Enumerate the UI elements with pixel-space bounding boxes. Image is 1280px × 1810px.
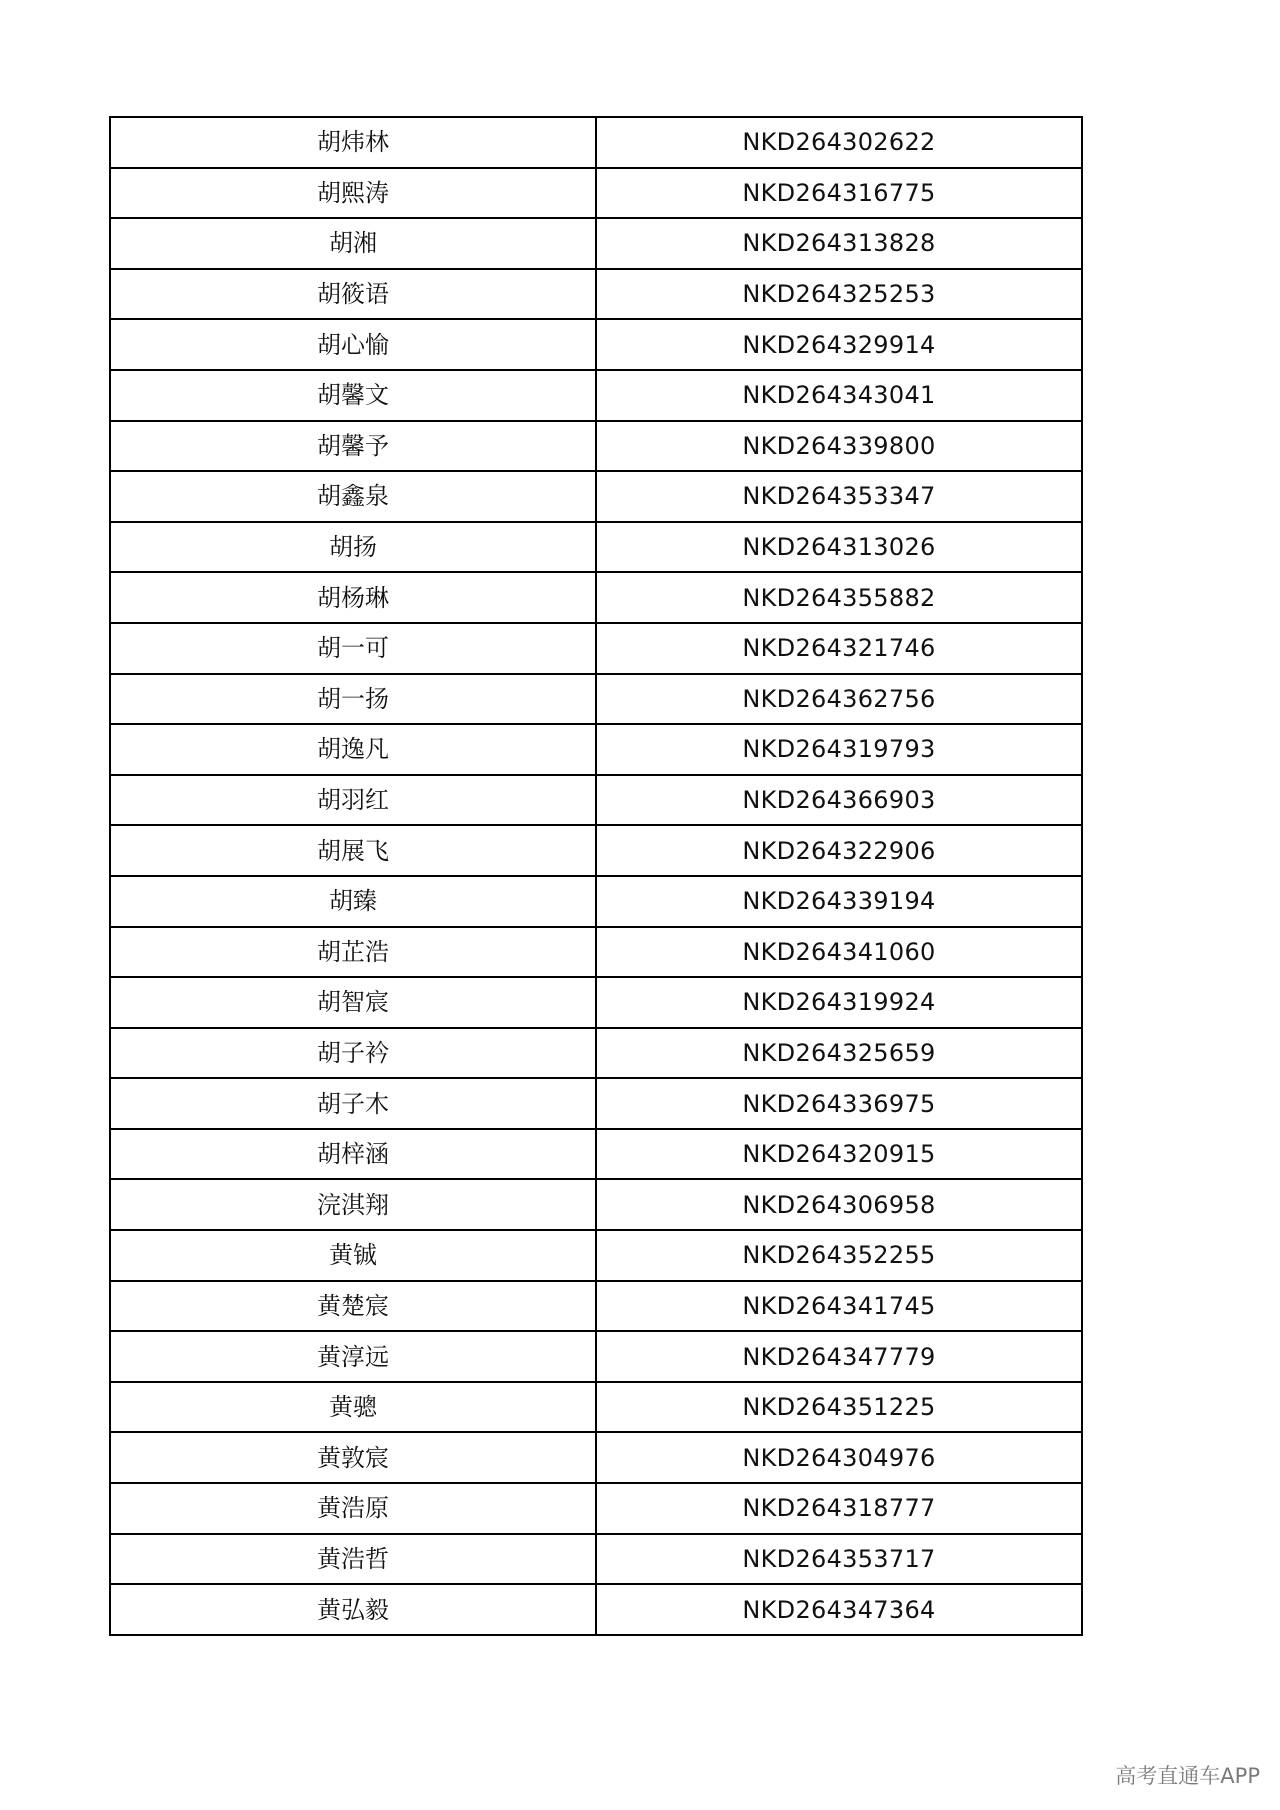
registration-id-cell: NKD264339800 xyxy=(596,421,1082,472)
table-row xyxy=(110,319,1082,370)
registration-id-cell: NKD264316775 xyxy=(596,168,1082,219)
name-cell: 胡馨予 xyxy=(110,421,596,472)
name-cell: 黄浩原 xyxy=(110,1483,596,1534)
table-row xyxy=(110,471,1082,522)
table-row xyxy=(110,1028,1082,1079)
registration-id-cell: NKD264304976 xyxy=(596,1432,1082,1483)
name-cell: 胡湘 xyxy=(110,218,596,269)
registration-id-cell: NKD264351225 xyxy=(596,1382,1082,1433)
watermark-text: 高考直通车APP xyxy=(1115,1764,1260,1788)
name-cell: 黄敦宸 xyxy=(110,1432,596,1483)
table-row xyxy=(110,1432,1082,1483)
table-row xyxy=(110,623,1082,674)
registration-id-cell: NKD264313026 xyxy=(596,522,1082,573)
registration-id-cell: NKD264320915 xyxy=(596,1129,1082,1180)
registration-id-cell: NKD264362756 xyxy=(596,674,1082,725)
table-row xyxy=(110,876,1082,927)
name-cell: 胡智宸 xyxy=(110,977,596,1028)
table-row xyxy=(110,522,1082,573)
table-row xyxy=(110,1078,1082,1129)
name-cell: 黄淳远 xyxy=(110,1331,596,1382)
registration-id-cell: NKD264318777 xyxy=(596,1483,1082,1534)
name-cell: 胡心愉 xyxy=(110,319,596,370)
name-cell: 胡鑫泉 xyxy=(110,471,596,522)
registration-id-cell: NKD264343041 xyxy=(596,370,1082,421)
name-cell: 胡杨琳 xyxy=(110,572,596,623)
registration-id-cell: NKD264353347 xyxy=(596,471,1082,522)
registration-id-cell: NKD264325659 xyxy=(596,1028,1082,1079)
name-cell: 胡一扬 xyxy=(110,674,596,725)
name-cell: 胡展飞 xyxy=(110,825,596,876)
registration-id-cell: NKD264355882 xyxy=(596,572,1082,623)
registration-id-cell: NKD264366903 xyxy=(596,775,1082,826)
name-cell: 黄铖 xyxy=(110,1230,596,1281)
table-row xyxy=(110,572,1082,623)
name-cell: 浣淇翔 xyxy=(110,1179,596,1230)
registration-id-cell: NKD264339194 xyxy=(596,876,1082,927)
table-row xyxy=(110,674,1082,725)
name-cell: 黄楚宸 xyxy=(110,1281,596,1332)
registration-id-cell: NKD264347364 xyxy=(596,1584,1082,1635)
name-cell: 胡一可 xyxy=(110,623,596,674)
table-body xyxy=(110,117,1082,1635)
name-cell: 胡子木 xyxy=(110,1078,596,1129)
name-cell: 胡馨文 xyxy=(110,370,596,421)
registration-id-cell: NKD264325253 xyxy=(596,269,1082,320)
registration-id-cell: NKD264319924 xyxy=(596,977,1082,1028)
table-row xyxy=(110,1129,1082,1180)
registration-id-cell: NKD264319793 xyxy=(596,724,1082,775)
name-cell: 胡芷浩 xyxy=(110,927,596,978)
name-cell: 胡梓涵 xyxy=(110,1129,596,1180)
table-row xyxy=(110,1331,1082,1382)
name-cell: 黄骢 xyxy=(110,1382,596,1433)
name-cell: 黄弘毅 xyxy=(110,1584,596,1635)
table-row xyxy=(110,825,1082,876)
name-cell: 胡熙涛 xyxy=(110,168,596,219)
table-row xyxy=(110,1382,1082,1433)
name-cell: 胡臻 xyxy=(110,876,596,927)
registration-id-cell: NKD264302622 xyxy=(596,117,1082,168)
table-row xyxy=(110,724,1082,775)
registration-id-cell: NKD264322906 xyxy=(596,825,1082,876)
registration-id-cell: NKD264341060 xyxy=(596,927,1082,978)
registration-id-cell: NKD264321746 xyxy=(596,623,1082,674)
table-row xyxy=(110,269,1082,320)
registration-id-cell: NKD264329914 xyxy=(596,319,1082,370)
registration-id-cell: NKD264352255 xyxy=(596,1230,1082,1281)
table-row xyxy=(110,370,1082,421)
table-row xyxy=(110,1534,1082,1585)
table-row xyxy=(110,1281,1082,1332)
name-cell: 胡逸凡 xyxy=(110,724,596,775)
name-cell: 胡炜林 xyxy=(110,117,596,168)
registration-id-cell: NKD264336975 xyxy=(596,1078,1082,1129)
name-cell: 胡筱语 xyxy=(110,269,596,320)
table-row xyxy=(110,168,1082,219)
table-row xyxy=(110,218,1082,269)
table-row xyxy=(110,421,1082,472)
table-row xyxy=(110,775,1082,826)
table-row xyxy=(110,1584,1082,1635)
name-cell: 胡子衿 xyxy=(110,1028,596,1079)
registration-id-cell: NKD264341745 xyxy=(596,1281,1082,1332)
name-cell: 胡羽红 xyxy=(110,775,596,826)
registration-id-cell: NKD264313828 xyxy=(596,218,1082,269)
table-row xyxy=(110,927,1082,978)
registration-id-cell: NKD264353717 xyxy=(596,1534,1082,1585)
registration-id-cell: NKD264347779 xyxy=(596,1331,1082,1382)
student-list-table xyxy=(109,116,1083,1636)
registration-id-cell: NKD264306958 xyxy=(596,1179,1082,1230)
table-row xyxy=(110,1179,1082,1230)
table-row xyxy=(110,1483,1082,1534)
name-cell: 胡扬 xyxy=(110,522,596,573)
table-row xyxy=(110,1230,1082,1281)
name-cell: 黄浩哲 xyxy=(110,1534,596,1585)
table-row xyxy=(110,117,1082,168)
table-row xyxy=(110,977,1082,1028)
